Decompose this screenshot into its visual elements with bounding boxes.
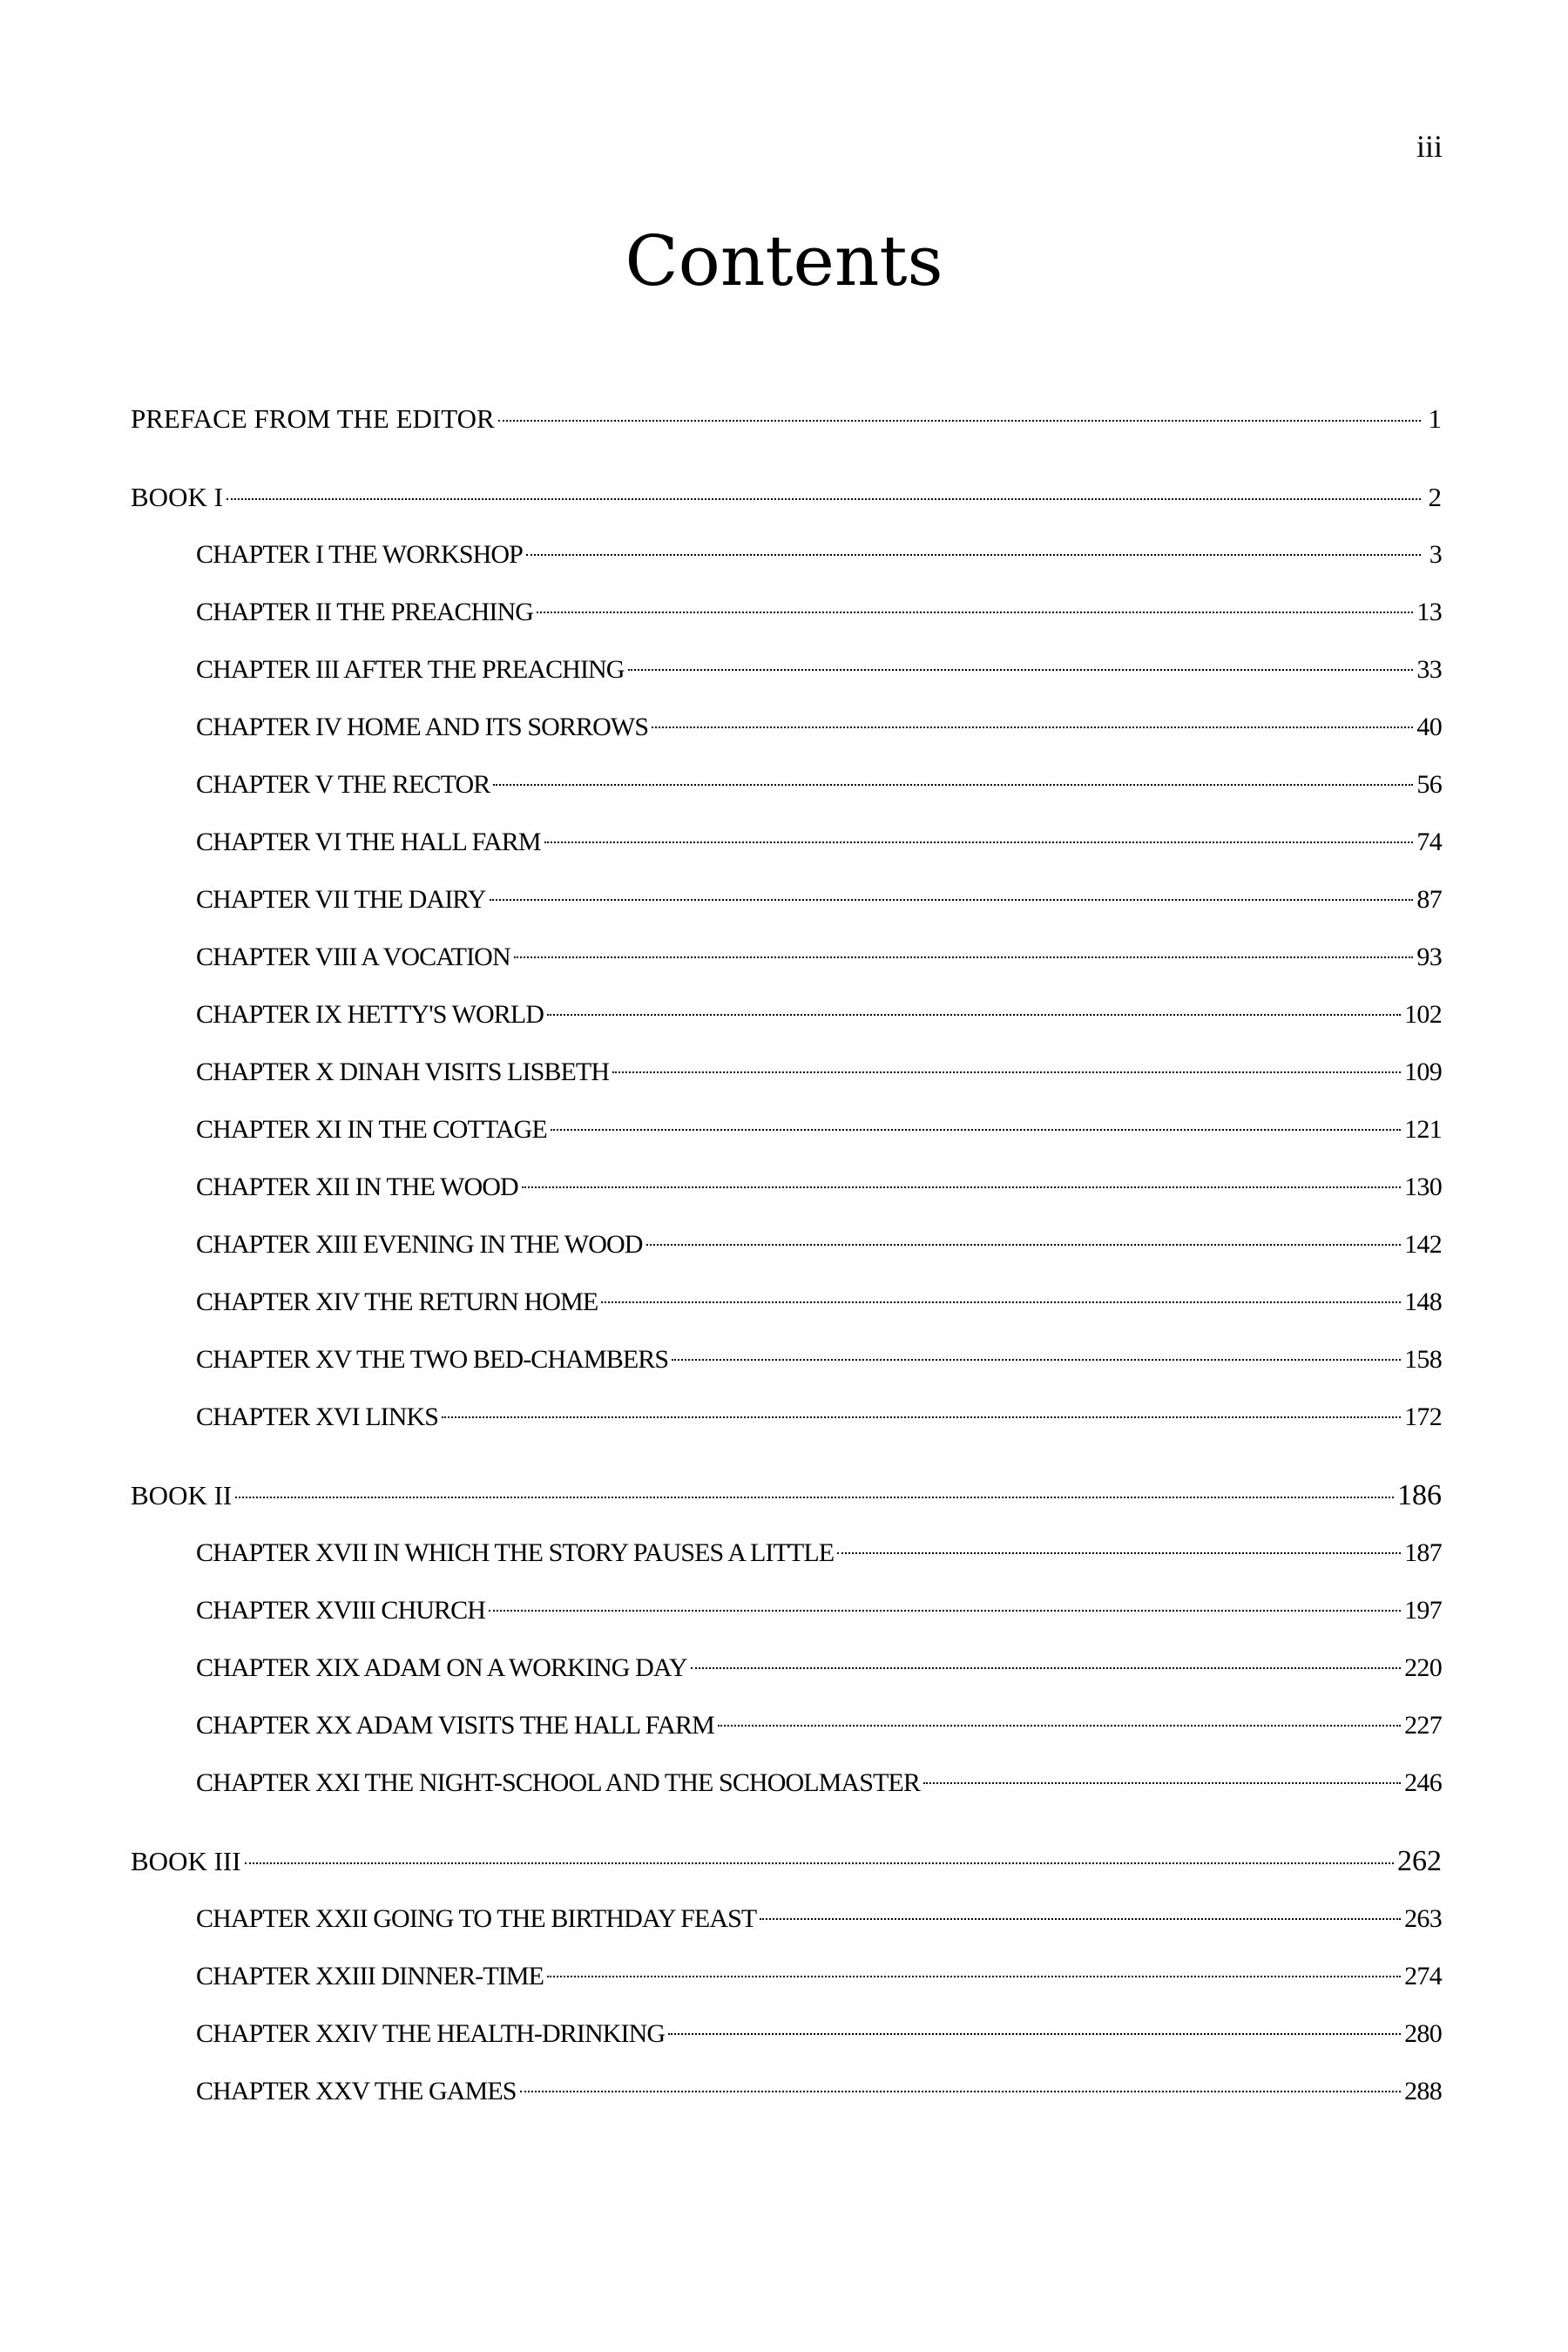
toc-section-entry[interactable]	[131, 1467, 1442, 1524]
dot-leader	[544, 841, 1414, 843]
dot-leader	[493, 784, 1413, 786]
toc-entry-page-number: 227	[1404, 1711, 1442, 1740]
toc-chapter-entry[interactable]	[131, 1639, 1442, 1697]
dot-leader	[537, 612, 1413, 613]
toc-entry-page-number: 40	[1416, 713, 1442, 741]
toc-chapter-entry[interactable]	[131, 699, 1442, 756]
toc-chapter-entry[interactable]	[131, 1754, 1442, 1812]
toc-entry-label: CHAPTER XXIV THE HEALTH-DRINKING	[196, 2019, 666, 2048]
dot-leader	[668, 2033, 1401, 2035]
toc-entry-page-number: 197	[1404, 1596, 1442, 1625]
toc-chapter-entry[interactable]	[131, 929, 1442, 986]
toc-section-entry[interactable]	[131, 390, 1442, 448]
toc-entry-label: CHAPTER III AFTER THE PREACHING	[196, 655, 625, 684]
toc-entry-page-number: 74	[1416, 828, 1442, 856]
toc-chapter-entry[interactable]	[131, 2063, 1442, 2120]
dot-leader	[442, 1416, 1401, 1418]
toc-entry-label: CHAPTER VII THE DAIRY	[196, 885, 486, 914]
toc-chapter-entry[interactable]	[131, 1101, 1442, 1159]
toc-entry-label: CHAPTER XXV THE GAMES	[196, 2077, 517, 2105]
table-of-contents	[131, 390, 1442, 2120]
page-title: Contents	[625, 220, 943, 301]
toc-entry-page-number: 246	[1404, 1768, 1442, 1797]
toc-entry-label: CHAPTER VI THE HALL FARM	[196, 828, 541, 856]
dot-leader	[520, 2091, 1402, 2092]
dot-leader	[498, 420, 1421, 422]
toc-entry-label: BOOK I	[131, 482, 223, 512]
toc-entry-page-number: 93	[1416, 943, 1442, 971]
toc-entry-page-number: 280	[1404, 2019, 1442, 2048]
toc-entry-label: CHAPTER XXI THE NIGHT-SCHOOL AND THE SCHOOLMASTER	[196, 1768, 920, 1797]
dot-leader	[628, 669, 1414, 671]
toc-chapter-entry[interactable]	[131, 1948, 1442, 2005]
toc-entry-page-number: 172	[1404, 1402, 1442, 1431]
toc-entry-label: CHAPTER XIII EVENING IN THE WOOD	[196, 1230, 643, 1259]
dot-leader	[672, 1359, 1401, 1361]
toc-entry-page-number: 87	[1416, 885, 1442, 914]
dot-leader	[526, 554, 1421, 556]
dot-leader	[235, 1497, 1394, 1498]
toc-entry-label: CHAPTER VIII A VOCATION	[196, 943, 510, 971]
toc-chapter-entry[interactable]	[131, 871, 1442, 929]
toc-entry-label: CHAPTER IX HETTY'S WORLD	[196, 1000, 544, 1029]
toc-entry-label: CHAPTER XV THE TWO BED-CHAMBERS	[196, 1345, 669, 1374]
toc-entry-label: CHAPTER IV HOME AND ITS SORROWS	[196, 713, 649, 741]
toc-chapter-entry[interactable]	[131, 1697, 1442, 1754]
dot-leader	[718, 1725, 1401, 1727]
dot-leader	[489, 1610, 1401, 1612]
toc-chapter-entry[interactable]	[131, 814, 1442, 871]
toc-entry-page-number: 102	[1404, 1000, 1442, 1029]
toc-entry-page-number: 56	[1416, 770, 1442, 799]
toc-entry-page-number: 13	[1416, 598, 1442, 626]
toc-entry-label: PREFACE FROM THE EDITOR	[131, 403, 495, 434]
dot-leader	[226, 498, 1421, 500]
toc-entry-label: CHAPTER XX ADAM VISITS THE HALL FARM	[196, 1711, 714, 1740]
dot-leader	[547, 1014, 1401, 1016]
toc-chapter-entry[interactable]	[131, 1216, 1442, 1274]
toc-chapter-entry[interactable]	[131, 2005, 1442, 2063]
dot-leader	[760, 1918, 1401, 1920]
toc-entry-page-number: 186	[1397, 1479, 1442, 1511]
dot-leader	[514, 956, 1414, 958]
toc-entry-label: CHAPTER XII IN THE WOOD	[196, 1173, 518, 1201]
toc-entry-page-number: 109	[1404, 1058, 1442, 1086]
toc-chapter-entry[interactable]	[131, 584, 1442, 641]
toc-entry-label: CHAPTER X DINAH VISITS LISBETH	[196, 1058, 610, 1086]
toc-chapter-entry[interactable]	[131, 1582, 1442, 1639]
toc-chapter-entry[interactable]	[131, 756, 1442, 814]
toc-chapter-entry[interactable]	[131, 1044, 1442, 1101]
toc-entry-label: CHAPTER II THE PREACHING	[196, 598, 534, 626]
dot-leader	[551, 1129, 1401, 1131]
toc-entry-label: CHAPTER XIX ADAM ON A WORKING DAY	[196, 1653, 687, 1682]
toc-entry-page-number: 220	[1404, 1653, 1442, 1682]
dot-leader	[646, 1244, 1402, 1246]
toc-entry-label: CHAPTER XVIII CHURCH	[196, 1596, 486, 1625]
toc-entry-page-number: 130	[1404, 1173, 1442, 1201]
toc-entry-page-number: 274	[1404, 1962, 1442, 1990]
toc-entry-page-number: 187	[1404, 1538, 1442, 1567]
toc-entry-label: BOOK III	[131, 1846, 241, 1876]
dot-leader	[923, 1782, 1401, 1784]
toc-entry-label: CHAPTER XXII GOING TO THE BIRTHDAY FEAST	[196, 1904, 757, 1933]
toc-chapter-entry[interactable]	[131, 1890, 1442, 1948]
dot-leader	[612, 1071, 1401, 1073]
toc-chapter-entry[interactable]	[131, 1389, 1442, 1446]
toc-chapter-entry[interactable]	[131, 1524, 1442, 1582]
toc-entry-page-number: 2	[1428, 482, 1442, 512]
toc-entry-label: CHAPTER XVI LINKS	[196, 1402, 439, 1431]
toc-chapter-entry[interactable]	[131, 1274, 1442, 1331]
toc-entry-page-number: 121	[1404, 1115, 1442, 1144]
dot-leader	[522, 1186, 1401, 1188]
toc-entry-page-number: 148	[1404, 1288, 1442, 1316]
toc-section-entry[interactable]	[131, 469, 1442, 526]
page-number: iii	[1416, 129, 1443, 164]
dot-leader	[837, 1552, 1401, 1554]
dot-leader	[652, 727, 1413, 728]
toc-chapter-entry[interactable]	[131, 986, 1442, 1044]
dot-leader	[691, 1667, 1401, 1669]
toc-entry-page-number: 263	[1404, 1904, 1442, 1933]
toc-entry-page-number: 158	[1404, 1345, 1442, 1374]
toc-entry-page-number: 3	[1429, 540, 1442, 569]
toc-entry-label: CHAPTER I THE WORKSHOP	[196, 540, 523, 569]
toc-entry-label: CHAPTER XIV THE RETURN HOME	[196, 1288, 598, 1316]
dot-leader	[601, 1301, 1401, 1303]
toc-entry-label: CHAPTER XI IN THE COTTAGE	[196, 1115, 547, 1144]
toc-entry-page-number: 142	[1404, 1230, 1442, 1259]
toc-chapter-entry[interactable]	[131, 1331, 1442, 1389]
toc-entry-label: CHAPTER XXIII DINNER-TIME	[196, 1962, 544, 1990]
toc-chapter-entry[interactable]	[131, 526, 1442, 584]
toc-entry-page-number: 262	[1397, 1845, 1442, 1877]
dot-leader	[547, 1976, 1401, 1977]
dot-leader	[490, 899, 1414, 901]
toc-chapter-entry[interactable]	[131, 641, 1442, 699]
toc-entry-label: CHAPTER V THE RECTOR	[196, 770, 490, 799]
toc-entry-page-number: 1	[1428, 403, 1442, 434]
toc-entry-page-number: 33	[1416, 655, 1442, 684]
toc-entry-page-number: 288	[1404, 2077, 1442, 2105]
dot-leader	[245, 1862, 1394, 1864]
toc-entry-label: BOOK II	[131, 1480, 233, 1511]
toc-entry-label: CHAPTER XVII IN WHICH THE STORY PAUSES A LITTLE	[196, 1538, 835, 1567]
toc-chapter-entry[interactable]	[131, 1159, 1442, 1216]
toc-section-entry[interactable]	[131, 1833, 1442, 1890]
